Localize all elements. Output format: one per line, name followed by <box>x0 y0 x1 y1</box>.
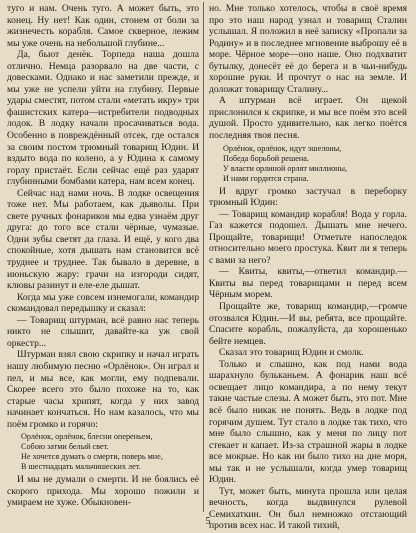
verse-line: У власти орлиной орлят миллионы, <box>223 163 348 173</box>
paragraph: — Квиты, квиты,—ответил командир.—Квиты вы перед товарищами и перед всем Чёрным морем. <box>209 266 407 301</box>
song-verse <box>223 144 407 184</box>
paragraph: Прощайте же, товарищ командир,—громче отозвался Юдин.—И вы, ребята, все прощайте. Спасите корабль, пожалуйста, да хорошенько бейте немцев. <box>209 301 407 347</box>
paragraph: туго и нам. Очень туго. А может быть, это конец. Ну нет! Как один, стонем от боли за жизнечесть корабля. Самое скверное, лежим мы уже очень на небольшой глубине... <box>7 3 199 49</box>
verse-line: Не хочется думать о смерти, поверь мне, <box>21 452 163 462</box>
paragraph: Сказал это товарищ Юдин и смолк. <box>219 347 364 359</box>
song-verse <box>21 432 199 472</box>
paragraph: И вдруг громко застучал в переборку трюмный Юдин: <box>209 185 407 209</box>
column-divider <box>203 2 204 512</box>
paragraph: Да, бьют денёк. Торпеда наша дошла отлично. Немца разорвало на две части, с довесками. Однако и нас заметили прежде, и мы уже не успели уйти на глубину. Первые удары сместят, потом стали «метать икру» три фашистских катера—истребители подводных лодок. В лодку начали просачиваться вода. Особенно в повреждённый отсек, где остался за своим постом трюмный товарищ Юдин. И вздыто вода по колено, а у Юдина к самому горлу пристаёт. Если сейчас ещё раз ударят глубинными бомбами катера, нам всем конец. <box>7 49 199 188</box>
paragraph: Штурман взял свою скрипку и начал играть нашу любимую песню «Орлёнок». Он играл и пел, и мы все, как могли, ему подпевали. Скорее всего это было похоже на то, как старые часы хрипят, когда у них завод начинает кончаться. Но нам казалось, что мы поём громко и горячо: <box>7 349 199 430</box>
verse-line: В шестнадцать мальчишеских лет. <box>21 462 141 472</box>
left-column <box>7 3 199 509</box>
paragraph: Тут, может быть, минута прошла или целая вечность, когда выдвинулся рулевой Семихаткин. Он был немножко отстающий против всех нас. И такой тихий, <box>209 485 407 532</box>
verse-line: И нами гордится страна. <box>223 173 309 183</box>
page-number: 5 <box>205 516 211 527</box>
paragraph: Только и слышно, как под нами вода шарахнуло бульканьем. А фонарик наш всё освещает лицо командира, а по нему текут такие частые слезы. А может быть, это пот. Мне всё было никак не понять. Ведь в лодке под горячим душем. Тут стало в лодке так тихо, что мне было слышно, как у меня по лицу пот стекает и капает. Из-за страшной жары в лодке все мокрые. Но как ни было тихо на дне моря, мы так и не услышали, когда умер товарищ Юдин. <box>209 358 407 486</box>
paragraph: А штурман всё играет. Он щекой прислонился к скрипке, и мы все поём это всей душой. Просто удивительно, как легко поётся последняя твоя песня. <box>209 95 407 142</box>
paragraph: — Товарищ командир корабля! Вода у горла. Газ кажется подошел. Дышать мне нечего. Прощайте, товарищи! Отметьте напоследок относительно моего простука. Квит ли я теперь с вами за него? <box>209 208 407 266</box>
right-column <box>209 3 407 532</box>
paragraph: — Товарищ штурман, всё равно нас теперь никто не слышит, давайте-ка уж свой оркестр... <box>7 314 199 349</box>
paragraph: но. Мне только хотелось, чтобы в своё время про это наш народ узнал и товарищ Сталин услышал. Я положил в неё записку «Пропали за Родину» и в последнее мгновение выброшу её в море. Чёрное море—оно наше. Оно подхватит бутылку, донесёт её до берега и в чьи-нибудь хорошие руки. И прочтут о нас на земле. И доложат товарищу Сталину... <box>209 3 407 95</box>
verse-line: Орлёнок, орлёнок, блесни опереньем, <box>21 432 153 442</box>
paragraph: Когда мы уже совсем изнемогали, командир скомандовал передышку и сказал: <box>7 291 199 315</box>
paragraph: И мы не думали о смерти. И не боялись её скорого прихода. Мы хорошо пожили и умираем не хуже. Обыкновен- <box>7 474 199 509</box>
verse-line: Орлёнок, орлёнок, идут эшелоны, <box>223 143 342 153</box>
verse-line: Собою затми белый свет. <box>21 442 109 452</box>
paragraph: Сейчас над нами ночь. В лодке освещения тоже нет. Мы работаем, как дьяволы. При свете ручных фонариков мы едва узнаём друг друга: до того все стали чёрные, чумазые. Одни зубы светят да глаза. И ещё, у кого два спокойные, хотя дышать нам становится всё труднее и труднее. Так бывало в деревне, в июньскую жару: грачи на изгороди сидят, клювы разинут и еле-еле дышат. <box>7 187 199 292</box>
verse-line: Победа борьбой решена. <box>223 153 309 163</box>
